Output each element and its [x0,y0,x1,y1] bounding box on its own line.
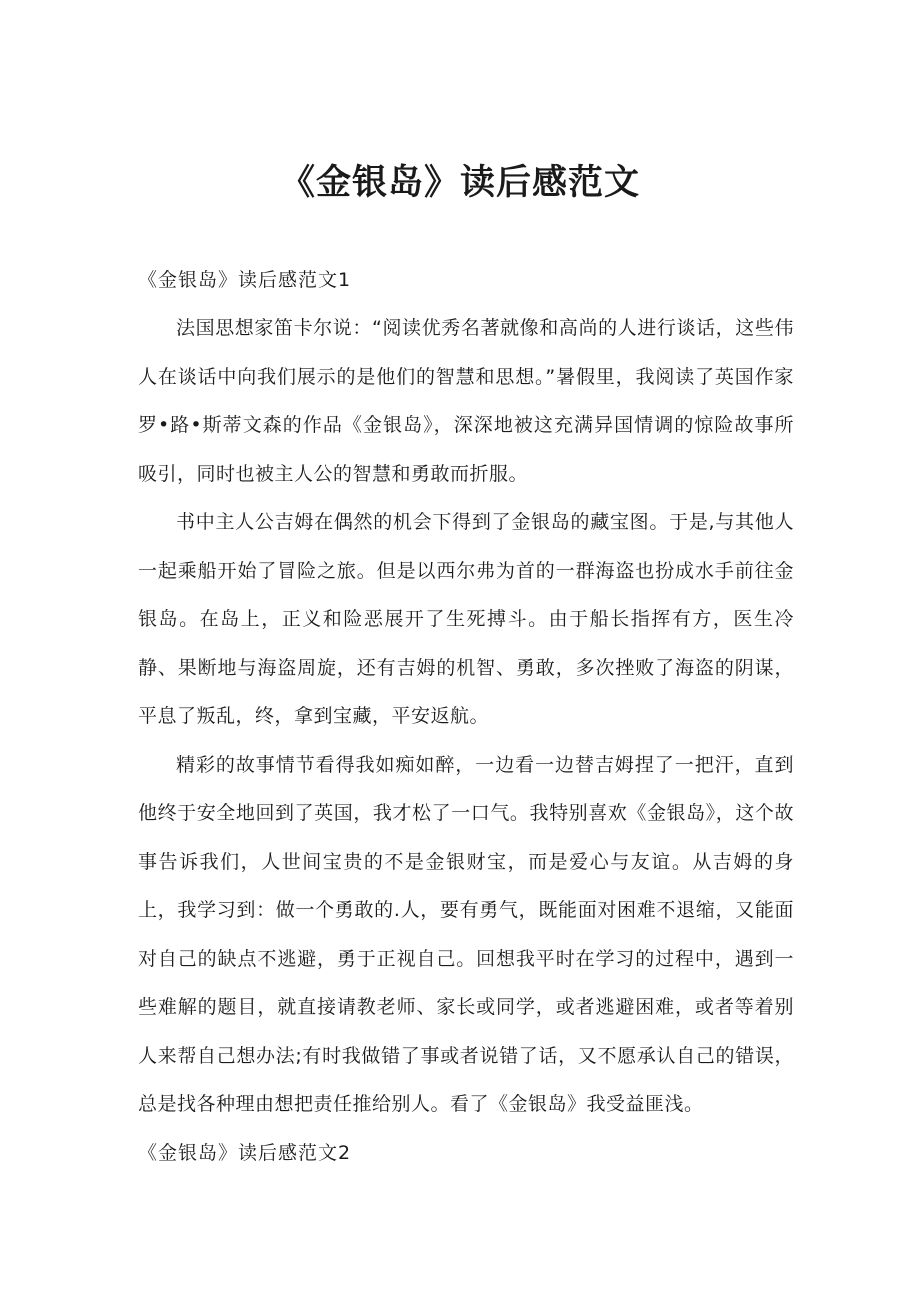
document-body [138,256,794,1177]
section-heading-1: 《金银岛》读后感范文1 [138,269,352,291]
paragraph-3: 精彩的故事情节看得我如痴如醉，一边看一边替吉姆捏了一把汗，直到他终于安全地回到了英国，我才松了一口气。我特别喜欢《金银岛》，这个故事告诉我们，人世间宝贵的不是金银财宝，而是爱心与友谊。从吉姆的身上，我学习到：做一个勇敢的.人，要有勇气，既能面对困难不退缩，又能面对自己的缺点不逃避，勇于正视自己。回想我平时在学习的过程中，遇到一些难解的题目，就直接请教老师、家长或同学，或者逃避困难，或者等着别人来帮自己想办法;有时我做错了事或者说错了话，又不愿承认自己的错误，总是找各种理由想把责任推给别人。看了《金银岛》我受益匪浅。 [138,753,794,1115]
paragraph-1: 法国思想家笛卡尔说：“阅读优秀名著就像和高尚的人进行谈话，这些伟人在谈话中向我们展示的是他们的智慧和思想。”暑假里，我阅读了英国作家罗•路•斯蒂文森的作品《金银岛》，深深地被这充满异国情调的惊险故事所吸引，同时也被主人公的智慧和勇敢而折服。 [138,317,794,485]
document-title: 《金银岛》读后感范文 [279,163,640,203]
paragraph-2: 书中主人公吉姆在偶然的机会下得到了金银岛的藏宝图。于是,与其他人一起乘船开始了冒险之旅。但是以西尔弗为首的一群海盗也扮成水手前往金银岛。在岛上，正义和险恶展开了生死搏斗。由于船长指挥有方，医生冷静、果断地与海盗周旋，还有吉姆的机智、勇敢，多次挫败了海盗的阴谋，平息了叛乱，终，拿到宝藏，平安返航。 [138,511,794,727]
section-heading-2: 《金银岛》读后感范文2 [138,1141,352,1164]
